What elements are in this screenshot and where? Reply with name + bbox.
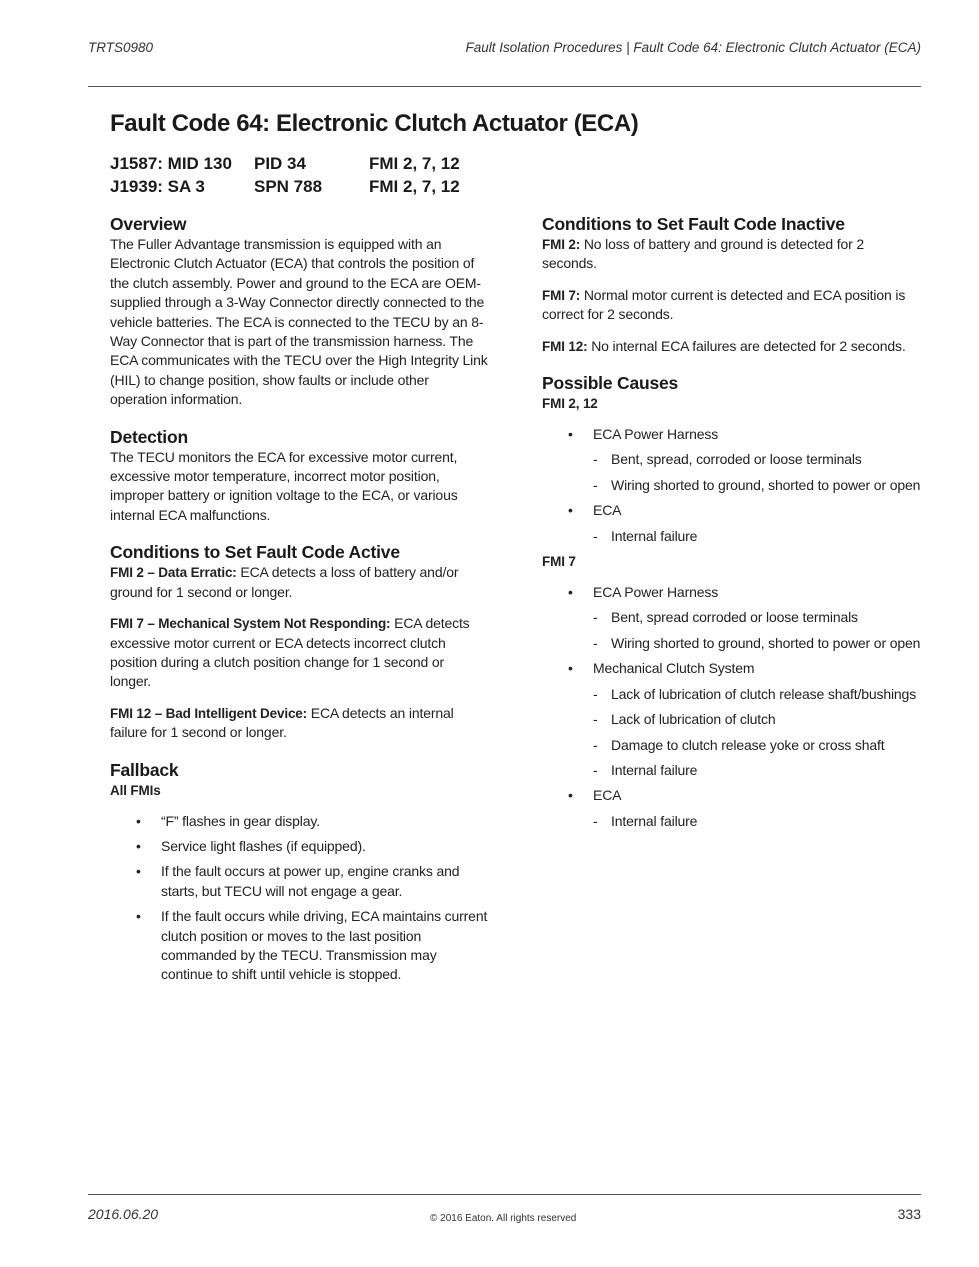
dash-icon: - [593,476,598,493]
list-item [110,837,488,856]
sub-list [593,608,922,653]
active-condition-fmi7 [110,614,488,692]
sub-list-item-text: Bent, spread, corroded or loose terminals [611,451,862,468]
code-fmi: FMI 2, 7, 12 [369,154,460,173]
list-item-text: Service light flashes (if equipped). [161,837,366,854]
sub-list-item [593,761,922,780]
list-item [110,907,488,985]
sub-list-item-text: Wiring shorted to ground, shorted to power or open [611,476,921,493]
code-fmi: FMI 2, 7, 12 [369,177,460,196]
fallback-list [110,812,488,985]
page-number: 333 [897,1206,921,1222]
sub-list-item [593,685,922,704]
sub-list-item [593,608,922,627]
sub-list-item-text: Bent, spread corroded or loose terminals [611,609,858,626]
sub-list [593,812,922,831]
dash-icon: - [593,451,598,468]
dash-icon: - [593,685,598,702]
dash-icon: - [593,527,598,544]
inactive-conditions-heading: Conditions to Set Fault Code Inactive [542,214,845,234]
list-item-text: ECA [593,787,622,804]
list-item-text: If the fault occurs while driving, ECA maintains current clutch position or moves to the last position commanded by the TECU. Transmission may continue to shift until vehicle is stopped. [161,908,488,983]
footer-copyright: © 2016 Eaton. All rights reserved [430,1213,577,1224]
list-item [542,786,922,831]
bullet-icon: • [136,837,141,854]
list-item [542,425,922,495]
bullet-icon: • [568,787,573,804]
cause-list [542,583,922,831]
page-header [88,40,921,60]
condition-label: FMI 12: [542,338,588,354]
bullet-icon: • [568,660,573,677]
inactive-condition-fmi12 [542,337,922,356]
cause-group-label: FMI 2, 12 [542,396,598,412]
active-condition-fmi2 [110,563,488,602]
list-item-text: If the fault occurs at power up, engine cranks and starts, but TECU will not engage a gear. [161,863,460,899]
sub-list [593,450,922,495]
list-item-text: ECA Power Harness [593,426,719,443]
dash-icon: - [593,634,598,651]
sub-list-item [593,450,922,469]
fallback-heading: Fallback [110,759,179,780]
overview-section [110,213,488,410]
condition-label: FMI 2 – Data Erratic: [110,565,237,581]
header-divider [88,86,921,87]
condition-label: FMI 12 – Bad Intelligent Device: [110,705,308,721]
inactive-condition-fmi2 [542,235,922,274]
sub-list-item-text: Internal failure [611,761,698,778]
sub-list-item [593,710,922,729]
active-conditions-section [110,541,488,742]
bullet-icon: • [136,863,141,880]
list-item [542,583,922,653]
fallback-section [110,759,488,985]
code-protocol: J1587: MID 130 [110,154,232,173]
footer-divider [88,1194,921,1195]
detection-text: The TECU monitors the ECA for excessive motor current, excessive motor temperature, incorrect motor position, improper battery or ignition voltage to the ECA, or various internal ECA malfunctions. [110,448,458,523]
list-item [542,501,922,546]
active-conditions-heading: Conditions to Set Fault Code Active [110,542,400,563]
sub-list-item [593,736,922,755]
list-item-text: ECA Power Harness [593,584,719,601]
code-protocol: J1939: SA 3 [110,177,205,196]
list-item-text: “F” flashes in gear display. [161,812,320,829]
document-id: TRTS0980 [88,40,154,55]
bullet-icon: • [136,908,141,925]
sub-list-item [593,527,922,546]
footer-date: 2016.06.20 [88,1206,159,1222]
bullet-icon: • [136,812,141,829]
possible-causes-section [542,372,922,831]
detection-heading: Detection [110,426,188,447]
left-column [110,213,488,1001]
bullet-icon: • [568,502,573,519]
condition-text: ECA detects excessive motor current or ECA detects incorrect clutch position during a clutch position change for 1 second or longer. [110,615,470,690]
dash-icon: - [593,761,598,778]
sub-list-item-text: Damage to clutch release yoke or cross shaft [611,736,885,753]
condition-text: Normal motor current is detected and ECA position is correct for 2 seconds. [542,286,906,323]
sub-list-item [593,634,922,653]
right-column [542,213,922,847]
possible-causes-heading: Possible Causes [542,373,679,394]
sub-list-item-text: Lack of lubrication of clutch [611,711,776,728]
overview-text: The Fuller Advantage transmission is equipped with an Electronic Clutch Actuator (ECA) that controls the position of the clutch assembly. Power and ground to the ECA are OEM-supplied through a 3-Way Connector directly connected to the vehicle batteries. The ECA is connected to the TECU by an 8-Way Connector that is part of the transmission harness. The ECA communicates with the TECU over the High Integrity Link (HIL) to change position, show faults or include other operation information. [110,236,488,408]
sub-list-item [593,476,922,495]
page-title: Fault Code 64: Electronic Clutch Actuator (ECA) [110,110,639,137]
bullet-icon: • [568,584,573,601]
sub-list-item-text: Wiring shorted to ground, shorted to power or open [611,634,921,651]
condition-text: ECA detects an internal failure for 1 second or longer. [110,704,454,741]
bullet-icon: • [568,426,573,443]
sub-list-item-text: Lack of lubrication of clutch release shaft/bushings [611,685,917,702]
sub-list [593,527,922,546]
inactive-conditions-section [542,213,922,356]
condition-label: FMI 7 – Mechanical System Not Responding: [110,616,391,632]
fallback-subheading: All FMIs [110,782,161,798]
condition-text: ECA detects a loss of battery and/or ground for 1 second or longer. [110,564,459,600]
dash-icon: - [593,711,598,728]
breadcrumb: Fault Isolation Procedures | Fault Code 64: Electronic Clutch Actuator (ECA) [465,40,921,55]
overview-heading: Overview [110,214,187,234]
dash-icon: - [593,736,598,753]
list-item-text: ECA [593,502,622,519]
active-condition-fmi12 [110,704,488,743]
sub-list-item-text: Internal failure [611,527,698,544]
dash-icon: - [593,812,598,829]
list-item-text: Mechanical Clutch System [593,660,755,677]
sub-list-item [593,812,922,831]
condition-text: No loss of battery and ground is detected for 2 seconds. [542,236,864,272]
cause-group-label: FMI 7 [542,554,576,570]
list-item [542,659,922,780]
list-item [110,812,488,831]
list-item [110,862,488,901]
dash-icon: - [593,609,598,626]
detection-section [110,426,488,526]
condition-label: FMI 2: [542,237,581,252]
inactive-condition-fmi7 [542,286,922,325]
cause-list [542,425,922,546]
sub-list [593,685,922,781]
sub-list-item-text: Internal failure [611,812,698,829]
code-parameter: SPN 788 [254,177,323,196]
code-parameter: PID 34 [254,154,306,173]
condition-label: FMI 7: [542,287,581,303]
condition-text: No internal ECA failures are detected for 2 seconds. [587,337,906,354]
